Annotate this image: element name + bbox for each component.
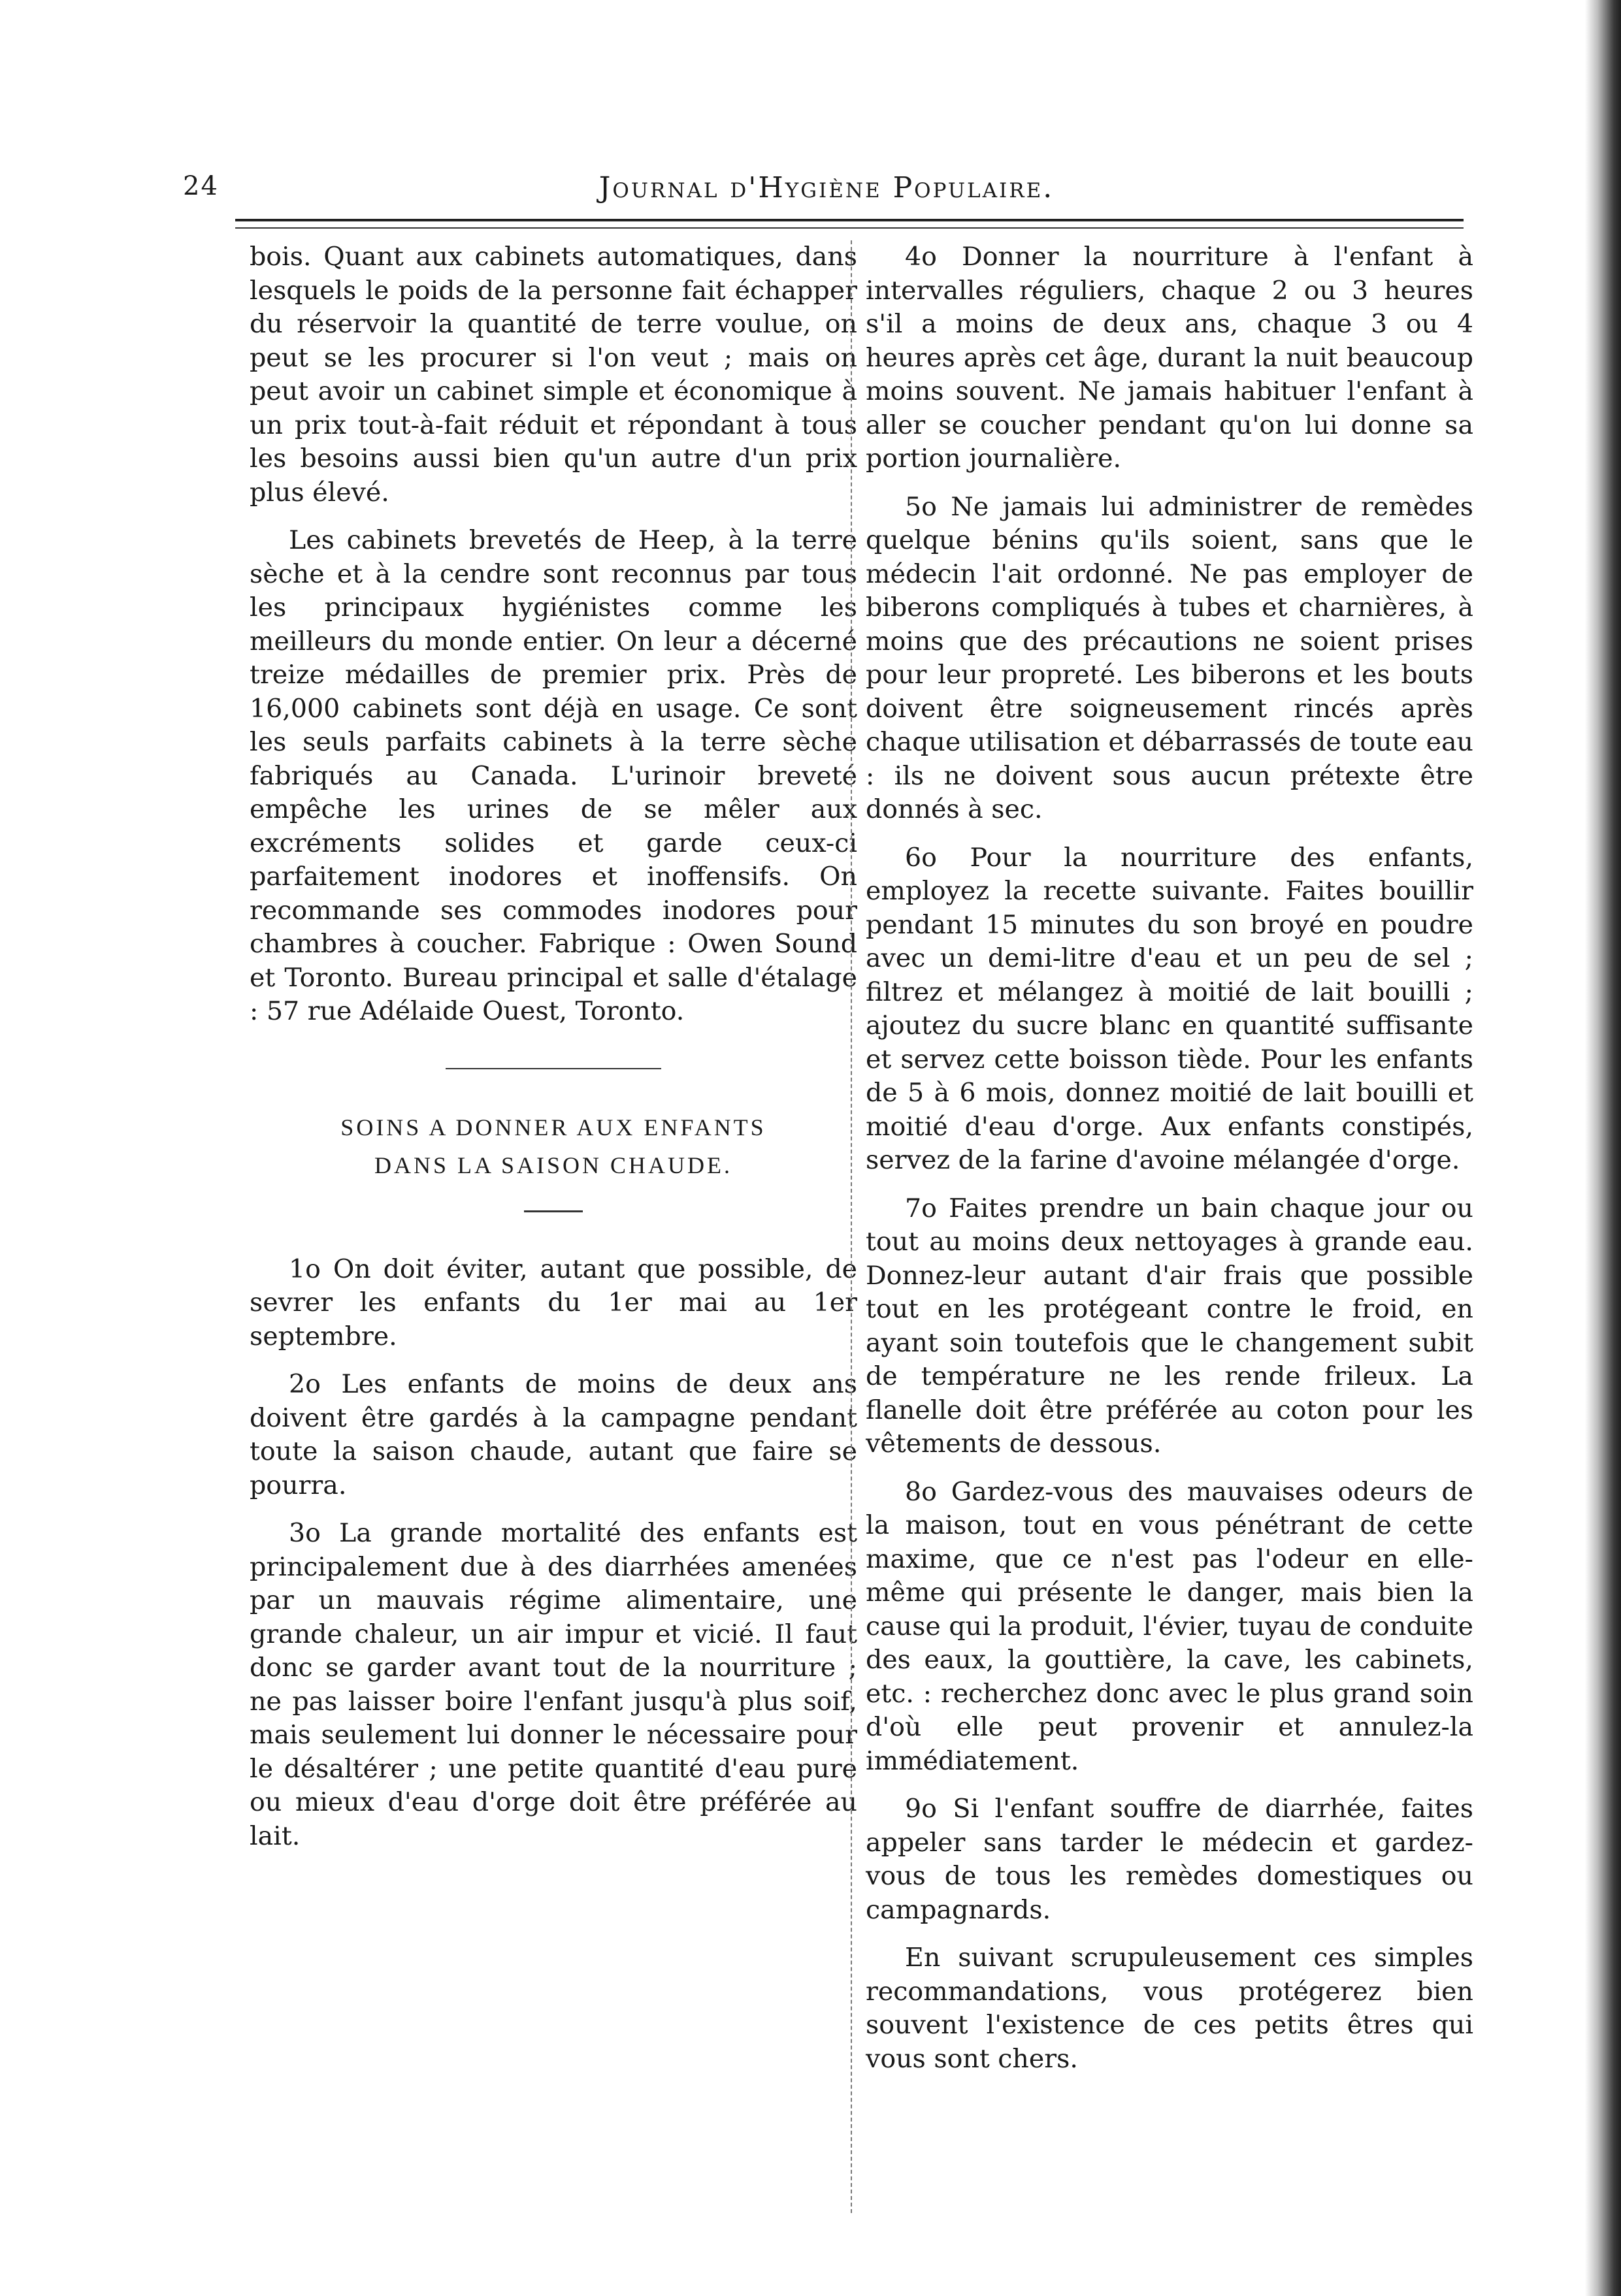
column-divider xyxy=(851,240,852,2213)
page-number: 24 xyxy=(183,171,219,201)
list-item-8: 8o Gardez-vous des mauvaises odeurs de la maison, tout en vous pénétrant de cette maxime, que ce n'est pas l'odeur en elle-même qui présente le danger, mais bien la cause qui la produit, l'évier, tuyau de conduite des eaux, la gouttière, la cave, les cabinets, etc. : recherchez donc avec le plus grand soin d'où elle peut provenir et annulez-la immédiatement. xyxy=(866,1476,1473,1776)
section-divider-rule xyxy=(446,1068,661,1069)
list-item-9: 9o Si l'enfant souffre de diarrhée, faites appeler sans tarder le médecin et gardez-vous de tous les remèdes domestiques ou campagnards. xyxy=(866,1794,1473,1925)
left-column xyxy=(250,240,857,1868)
list-item-6: 6o Pour la nourriture des enfants, employez la recette suivante. Faites bouillir pendant 15 minutes du son broyé en poudre avec un demi-litre d'eau et un peu de sel ; filtrez et mélangez à moitié de lait bouilli ; ajoutez du sucre blanc en quantité suffisante et servez cette boisson tiède. Pour les enfants de 5 à 6 mois, donnez moitié de lait bouilli et moitié d'eau d'orge. Aux enfants constipés, servez de la farine d'avoine mélangée d'orge. xyxy=(866,842,1473,1175)
header-rule-thin xyxy=(235,227,1464,229)
paragraph-cabinets-intro: bois. Quant aux cabinets automatiques, dans lesquels le poids de la personne fait échapper du réservoir la quantité de terre voulue, on peut se les procurer si l'on veut ; mais on peut avoir un cabinet simple et économique à un prix tout-à-fait réduit et répondant à tous les besoins aussi bien qu'un autre d'un prix plus élevé. xyxy=(250,242,857,508)
list-item-5: 5o Ne jamais lui administrer de remèdes quelque bénins qu'ils soient, sans que le médecin l'ait ordonné. Ne pas employer de biberons compliqués à tubes et charnières, à moins que des précautions ne soient prises pour leur propreté. Les biberons et les bouts doivent être soigneusement rincés après chaque utilisation et débarrassés de toute eau : ils ne doivent sous aucun prétexte être donnés à sec. xyxy=(866,491,1473,824)
page-header xyxy=(183,171,1470,217)
right-column xyxy=(866,240,1473,2090)
list-item-2: 2o Les enfants de moins de deux ans doivent être gardés à la campagne pendant toute la saison chaude, autant que faire se pourra. xyxy=(250,1369,857,1500)
header-rule-thick xyxy=(235,219,1464,221)
section-title-line-2: DANS LA SAISON CHAUDE. xyxy=(374,1152,733,1178)
list-item-4: 4o Donner la nourriture à l'enfant à intervalles réguliers, chaque 2 ou 3 heures s'il a moins de deux ans, chaque 3 ou 4 heures après cet âge, durant la nuit beaucoup moins souvent. Ne jamais habituer l'enfant à aller se coucher pendant qu'on lui donne sa portion journalière. xyxy=(866,242,1473,474)
closing-paragraph: En suivant scrupuleusement ces simples recommandations, vous protégerez bien souvent l'existence de ces petits êtres qui vous sont chers. xyxy=(866,1943,1473,2074)
list-item-7: 7o Faites prendre un bain chaque jour ou tout au moins deux nettoyages à grande eau. Donnez-leur autant d'air frais que possible tout en les protégeant contre le froid, en ayant soin toutefois que le changement subit de température ne les rende frileux. La flanelle doit être préférée au coton pour les vêtements de dessous. xyxy=(866,1193,1473,1459)
running-title: Journal d'Hygiène Populaire. xyxy=(598,171,1055,204)
section-title xyxy=(250,1108,857,1184)
list-item-1: 1o On doit éviter, autant que possible, de sevrer les enfants du 1er mai au 1er septembre. xyxy=(250,1253,857,1351)
section-title-line-1: SOINS A DONNER AUX ENFANTS xyxy=(340,1114,766,1140)
paragraph-heep-cabinets: Les cabinets brevetés de Heep, à la terre sèche et à la cendre sont reconnus par tous les principaux hygiénistes comme les meilleurs du monde entier. On leur a décerné treize médailles de premier prix. Près de 16,000 cabinets sont déjà en usage. Ce sont les seuls parfaits cabinets à la terre sèche fabriqués au Canada. L'urinoir breveté empêche les urines de se mêler aux excréments solides et garde ceux-ci parfaitement inodores et inoffensifs. On recommande ses commodes inodores pour chambres à coucher. Fabrique : Owen Sound et Toronto. Bureau principal et salle d'étalage : 57 rue Adélaide Ouest, Toronto. xyxy=(250,525,857,1026)
scan-dark-edge xyxy=(1585,0,1621,2296)
section-short-rule xyxy=(524,1210,583,1212)
list-item-3: 3o La grande mortalité des enfants est principalement due à des diarrhées amenées par un mauvais régime alimentaire, une grande chaleur, un air impur et vicié. Il faut donc se garder avant tout de la nourriture ; ne pas laisser boire l'enfant jusqu'à plus soif, mais seulement lui donner le nécessaire pour le désaltérer ; une petite quantité d'eau pure ou mieux d'eau d'orge doit être préférée au lait. xyxy=(250,1518,857,1851)
